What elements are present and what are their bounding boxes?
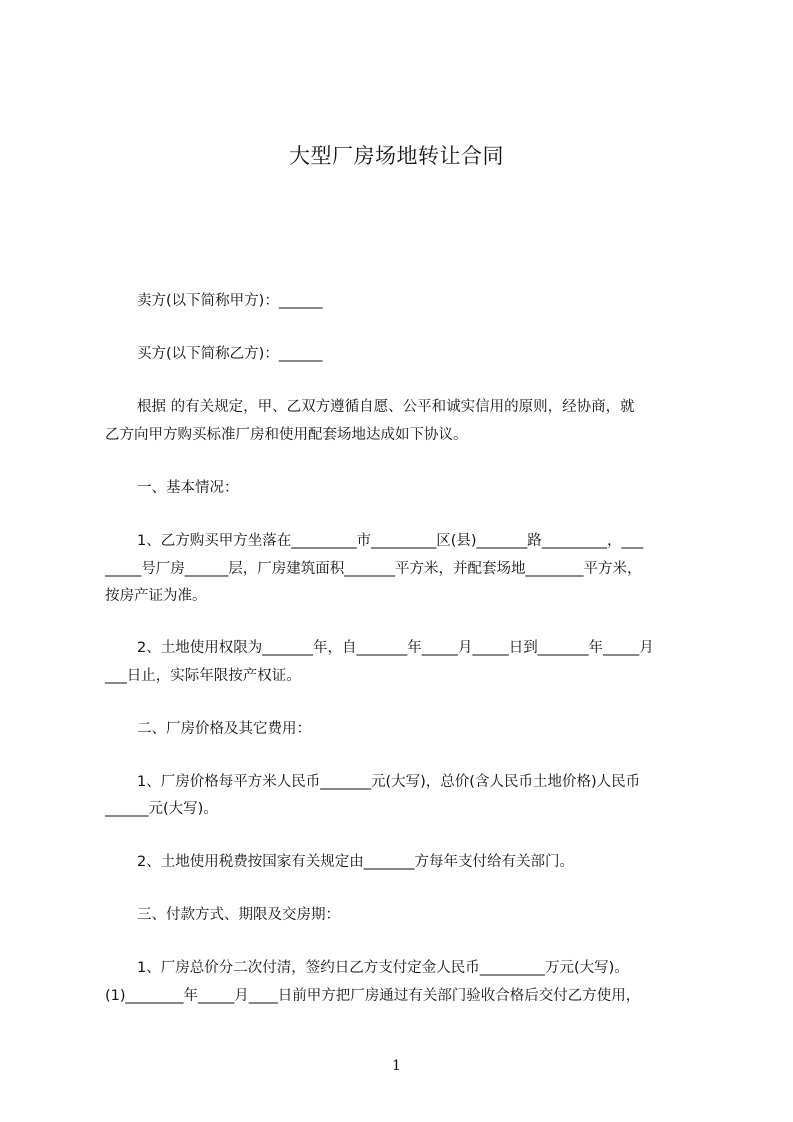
section-2-item-1-line-2: ______元(大写)。 [105, 801, 218, 817]
section-2-heading: 二、厂房价格及其它费用： [137, 721, 311, 737]
section-1-item-1-line-1: 1、乙方购买甲方坐落在_________市_________区(县)_______路_________，___ [137, 533, 644, 549]
section-2-item-1-line-1: 1、厂房价格每平方米人民币_______元(大写)，总价(含人民币土地价格)人民币 [137, 774, 641, 790]
section-1-item-2-line-2: ___日止，实际年限按产权证。 [105, 668, 301, 684]
section-1-item-2-line-1: 2、土地使用权限为_______年，自_______年_____月_____日到_______年_____月 [137, 640, 654, 656]
section-1-item-1-line-3: 按房产证为准。 [105, 588, 207, 604]
buyer-line: 买方(以下简称乙方)：______ [137, 346, 323, 362]
section-3-item-1-line-1: 1、厂房总价分二次付清，签约日乙方支付定金人民币_________万元(大写)。 [137, 960, 629, 976]
section-3-item-1-line-2: (1)________年_____月____日前甲方把厂房通过有关部门验收合格后交付乙方使用， [105, 988, 641, 1004]
section-1-heading: 一、基本情况： [137, 480, 239, 496]
document-title: 大型厂房场地转让合同 [289, 144, 504, 168]
intro-line-2: 乙方向甲方购买标准厂房和使用配套场地达成如下协议。 [105, 427, 468, 443]
section-1-item-1-line-2: _____号厂房______层，厂房建筑面积_______平方米，并配套场地________平方米， [105, 561, 642, 577]
seller-line: 卖方(以下简称甲方)：______ [137, 293, 323, 309]
page-number: 1 [392, 1058, 401, 1074]
section-3-heading: 三、付款方式、期限及交房期： [137, 907, 340, 923]
intro-line-1: 根据 的有关规定，甲、乙双方遵循自愿、公平和诚实信用的原则，经协商，就 [137, 399, 635, 415]
section-2-item-2: 2、土地使用税费按国家有关规定由_______方每年支付给有关部门。 [137, 854, 574, 870]
